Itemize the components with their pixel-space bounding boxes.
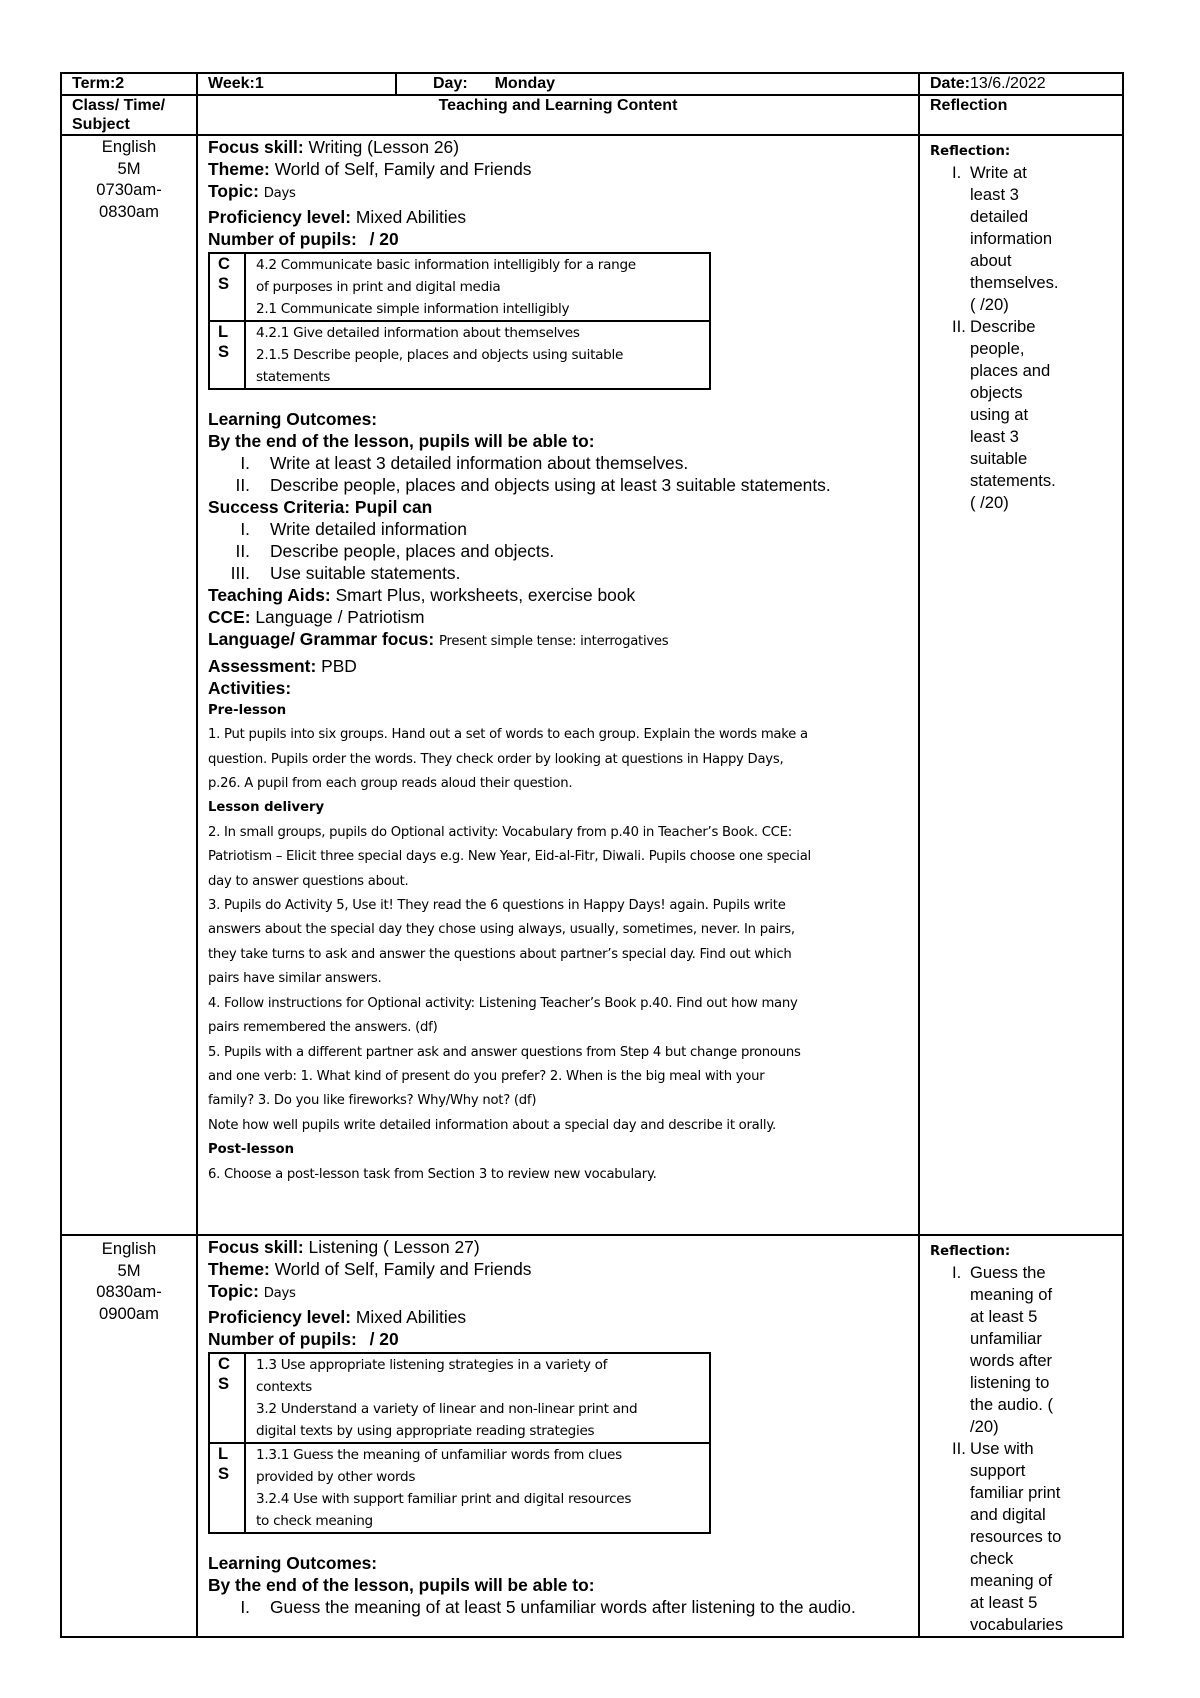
item-number: I. [240, 519, 250, 540]
class-time-line: 0830am [99, 201, 159, 221]
class-time-line: 0730am- [96, 180, 162, 199]
reflection-item [930, 1438, 1112, 1636]
standards-table-2 [208, 1352, 711, 1534]
cs-text [245, 1353, 710, 1443]
reflection-line: detailed [970, 207, 1029, 226]
activity-line: answers about the special day they chose using always, usually, sometimes, never. In pairs, [208, 922, 795, 938]
learning-outcome-item [208, 474, 908, 496]
reflection-list [930, 162, 1112, 514]
success-criteria-item [208, 540, 908, 562]
reflection-line: suitable [970, 449, 1028, 468]
activities-list [208, 699, 908, 1187]
ls-line: 3.2.4 Use with support familiar print and digital resources [256, 1491, 632, 1508]
proficiency-label: Proficiency level: [208, 207, 352, 228]
activity-line: and one verb: 1. What kind of present do you prefer? 2. When is the big meal with your [208, 1068, 765, 1084]
reflection-item [930, 1262, 1112, 1438]
cs-line: 1.3 Use appropriate listening strategies in a variety of [256, 1357, 608, 1374]
class-time-line: 0900am [99, 1303, 159, 1323]
learning-outcomes-sub: By the end of the lesson, pupils will be able to: [208, 1575, 595, 1596]
item-number: II. [952, 317, 966, 336]
pupils-label: Number of pupils: [208, 229, 357, 250]
pupils-value: / 20 [369, 1329, 399, 1350]
activity-line: Patriotism – Elicit three special days e.g. New Year, Eid-al-Fitr, Diwali. Pupils choose one special [208, 849, 811, 865]
ls-key: L S [209, 1443, 245, 1533]
pupils-value: / 20 [369, 229, 399, 250]
reflection-line: Write at [970, 163, 1027, 182]
reflection-line: people, [970, 339, 1025, 358]
item-text: Describe people, places and objects using at least 3 suitable statements. [270, 475, 831, 496]
theme-value: World of Self, Family and Friends [274, 159, 532, 179]
cs-line: contexts [256, 1379, 312, 1396]
ls-text [245, 1443, 710, 1533]
learning-standard-row [209, 321, 710, 389]
reflection-line: the audio. ( [970, 1395, 1054, 1414]
reflection-line: at least 5 [970, 1307, 1038, 1326]
reflection-line: listening to [970, 1373, 1050, 1392]
reflection-line: statements. [970, 471, 1056, 490]
reflection-line: using at [970, 405, 1029, 424]
success-criteria-item [208, 562, 908, 584]
term-cell: Term:2 [61, 73, 197, 95]
focus-label: Focus skill: [208, 1237, 304, 1257]
item-text: Write at least 3 detailed information about themselves. [270, 453, 689, 474]
item-text [970, 1438, 1080, 1636]
proficiency-label: Proficiency level: [208, 1307, 352, 1328]
theme-label: Theme: [208, 1259, 270, 1279]
learning-outcome-item [208, 1596, 908, 1618]
reflection-line: at least 5 [970, 1593, 1038, 1612]
reflection-line: least 3 [970, 185, 1019, 204]
content-cell-2 [197, 1235, 919, 1637]
class-time-line: 5M [117, 1260, 141, 1280]
cs-line: 2.1 Communicate simple information intelligibly [256, 301, 570, 318]
lesson-plan-table [60, 72, 1124, 1638]
topic-label: Topic: [208, 181, 259, 201]
reflection-cell-1 [919, 135, 1123, 1235]
cs-line: 4.2 Communicate basic information intelligibly for a range [256, 257, 636, 274]
activity-line: pairs remembered the answers. (df) [208, 1020, 438, 1036]
learning-outcomes-sub: By the end of the lesson, pupils will be able to: [208, 431, 595, 452]
reflection-cell-2 [919, 1235, 1123, 1637]
learning-outcomes-list [208, 452, 908, 496]
reflection-title: Reflection: [930, 1244, 1011, 1259]
ls-line: 4.2.1 Give detailed information about themselves [256, 325, 580, 342]
learning-standard-row [209, 1443, 710, 1533]
ls-line: to check meaning [256, 1513, 373, 1530]
item-text: Guess the meaning of at least 5 unfamiliar words after listening to the audio. [270, 1597, 856, 1618]
ls-key: L S [209, 321, 245, 389]
focus-label: Focus skill: [208, 137, 304, 157]
reflection-line: about [970, 251, 1012, 270]
reflection-line: meaning of [970, 1571, 1053, 1590]
content-cell-1 [197, 135, 919, 1235]
item-text [970, 316, 1080, 514]
reflection-line: and digital [970, 1505, 1046, 1524]
proficiency-value: Mixed Abilities [355, 1307, 467, 1328]
cs-line: 3.2 Understand a variety of linear and non-linear print and [256, 1401, 638, 1418]
reflection-item [930, 316, 1112, 514]
activity-heading: Post-lesson [208, 1142, 294, 1158]
item-text [970, 162, 1080, 316]
item-number: II. [952, 1439, 966, 1458]
cs-line: of purposes in print and digital media [256, 279, 501, 296]
item-number: I. [240, 453, 250, 474]
learning-outcome-item [208, 452, 908, 474]
reflection-line: Describe [970, 317, 1036, 336]
class-cell-2 [61, 1235, 197, 1637]
class-time-line: English [101, 137, 157, 156]
date-value: 13/6./2022 [970, 75, 1046, 92]
ls-text [245, 321, 710, 389]
reflection-line: vocabularies [970, 1615, 1064, 1634]
success-criteria-item [208, 518, 908, 540]
reflection-title: Reflection: [930, 144, 1011, 159]
activity-line: 6. Choose a post-lesson task from Section 3 to review new vocabulary. [208, 1166, 657, 1182]
focus-value: Listening ( Lesson 27) [308, 1237, 480, 1257]
assessment-value: PBD [321, 655, 357, 676]
reflection-line: ( /20) [970, 493, 1009, 512]
activity-line: question. Pupils order the words. They check order by looking at questions in Happy Days, [208, 751, 784, 767]
topic-value: Days [263, 186, 296, 201]
focus-value: Writing (Lesson 26) [308, 137, 459, 157]
reflection-line: meaning of [970, 1285, 1053, 1304]
aids-value: Smart Plus, worksheets, exercise book [335, 585, 636, 606]
reflection-line: familiar print [970, 1483, 1061, 1502]
reflection-line: information [970, 229, 1053, 248]
activity-heading: Lesson delivery [208, 800, 325, 816]
lesson-row-1 [61, 135, 1123, 1235]
reflection-line: Use with [970, 1439, 1034, 1458]
item-text [970, 1262, 1080, 1438]
learning-outcomes-title: Learning Outcomes: [208, 409, 378, 430]
ls-line: statements [256, 369, 331, 386]
item-text: Write detailed information [270, 519, 467, 540]
item-text: Use suitable statements. [270, 563, 461, 584]
assessment-label: Assessment: [208, 655, 317, 676]
activity-line: Note how well pupils write detailed information about a special day and describe it orally. [208, 1117, 776, 1133]
ls-line: provided by other words [256, 1469, 416, 1486]
reflection-line: Guess the [970, 1263, 1046, 1282]
ls-line: 1.3.1 Guess the meaning of unfamiliar words from clues [256, 1447, 622, 1464]
lesson-plan-page [60, 72, 1122, 1638]
activity-line: 5. Pupils with a different partner ask and answer questions from Step 4 but change pronouns [208, 1044, 801, 1060]
aids-label: Teaching Aids: [208, 585, 331, 606]
class-time-line: 5M [117, 158, 141, 178]
learning-outcomes-title: Learning Outcomes: [208, 1553, 378, 1574]
activities-label: Activities: [208, 677, 292, 698]
theme-value: World of Self, Family and Friends [274, 1259, 532, 1279]
reflection-line: places and [970, 361, 1051, 380]
activity-line: 1. Put pupils into six groups. Hand out a set of words to each group. Explain the words make a [208, 727, 808, 743]
reflection-line: objects [970, 383, 1023, 402]
item-number: I. [952, 163, 962, 182]
learning-outcomes-list [208, 1596, 908, 1618]
topic-value: Days [263, 1286, 296, 1301]
date-cell [919, 73, 1123, 95]
reflection-line: support [970, 1461, 1026, 1480]
proficiency-value: Mixed Abilities [355, 207, 467, 228]
activity-line: 2. In small groups, pupils do Optional activity: Vocabulary from p.40 in Teacher’s Book. CCE: [208, 824, 792, 840]
success-criteria-title: Success Criteria: Pupil can [208, 497, 433, 518]
cs-line: digital texts by using appropriate reading strategies [256, 1423, 595, 1440]
class-time-line: 0830am- [96, 1282, 162, 1301]
reflection-item [930, 162, 1112, 316]
cce-label: CCE: [208, 607, 251, 628]
success-criteria-list [208, 518, 908, 584]
date-label: Date: [930, 75, 971, 92]
class-cell-1 [61, 135, 197, 1235]
reflection-line: words after [970, 1351, 1053, 1370]
reflection-line: themselves. [970, 273, 1059, 292]
standards-table-1 [208, 252, 711, 390]
col-class-header: Class/ Time/ Subject [61, 95, 197, 135]
topic-label: Topic: [208, 1281, 259, 1301]
theme-label: Theme: [208, 159, 270, 179]
header-row [61, 73, 1123, 95]
reflection-list [930, 1262, 1112, 1636]
item-number: III. [230, 563, 250, 584]
lesson-row-2 [61, 1235, 1123, 1637]
week-cell: Week:1 [197, 73, 396, 95]
activity-heading: Pre-lesson [208, 702, 287, 718]
cs-text [245, 253, 710, 321]
reflection-line: ( /20) [970, 295, 1009, 314]
day-cell [396, 73, 919, 95]
item-number: I. [952, 1263, 962, 1282]
cce-value: Language / Patriotism [255, 607, 425, 628]
reflection-line: check [970, 1549, 1014, 1568]
grammar-label: Language/ Grammar focus: [208, 629, 435, 650]
content-standard-row [209, 253, 710, 321]
activity-line: 4. Follow instructions for Optional activity: Listening Teacher’s Book p.40. Find out how many [208, 995, 798, 1011]
col-reflection-header: Reflection [919, 95, 1123, 135]
col-content-header: Teaching and Learning Content [197, 95, 919, 135]
item-number: II. [235, 475, 250, 496]
item-number: I. [240, 1597, 250, 1618]
reflection-line: least 3 [970, 427, 1019, 446]
class-time-line: English [101, 1239, 157, 1258]
reflection-line: unfamiliar [970, 1329, 1042, 1348]
reflection-line: /20) [970, 1417, 999, 1436]
grammar-value: Present simple tense: interrogatives [438, 634, 669, 650]
activity-line: family? 3. Do you like fireworks? Why/Why not? (df) [208, 1093, 537, 1109]
day-label: Day: [433, 75, 468, 92]
activity-line: 3. Pupils do Activity 5, Use it! They read the 6 questions in Happy Days! again. Pupils write [208, 898, 786, 914]
activity-line: pairs have similar answers. [208, 971, 382, 987]
content-standard-row [209, 1353, 710, 1443]
item-text: Describe people, places and objects. [270, 541, 555, 562]
day-value: Monday [494, 75, 556, 92]
reflection-line: resources to [970, 1527, 1062, 1546]
cs-key: C S [209, 253, 245, 321]
column-header-row [61, 95, 1123, 135]
activity-line: p.26. A pupil from each group reads aloud their question. [208, 776, 573, 792]
activity-line: they take turns to ask and answer the questions about partner’s special day. Find out which [208, 946, 792, 962]
item-number: II. [235, 541, 250, 562]
cs-key: C S [209, 1353, 245, 1443]
activity-line: day to answer questions about. [208, 873, 409, 889]
ls-line: 2.1.5 Describe people, places and objects using suitable [256, 347, 624, 364]
pupils-label: Number of pupils: [208, 1329, 357, 1350]
